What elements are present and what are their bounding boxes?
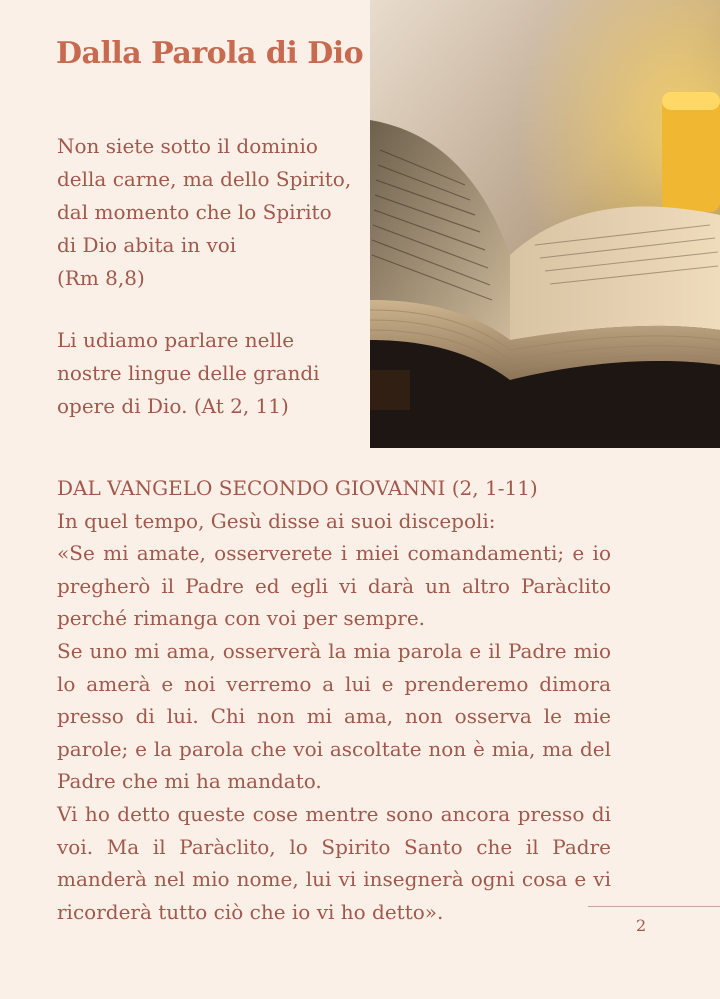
page-number: 2 (636, 916, 647, 935)
gospel-paragraph: Se uno mi ama, osserverà la mia parola e il Padre mio lo amerà e noi verremo a lui e prenderemo dimora presso di lui. Chi non mi ama, non osserva le mie parole; e la parola che voi ascoltate non è mia, ma del Padre che mi ha mandato. (57, 638, 611, 794)
scripture-quote-romans (57, 130, 357, 295)
gospel-paragraph: «Se mi amate, osserverete i miei comandamenti; e io pregherò il Padre ed egli vi darà un altro Paràclito perché rimanga con voi per sempre. (57, 541, 611, 631)
gospel-heading: DAL VANGELO SECONDO GIOVANNI (2, 1-11) (57, 476, 538, 500)
quote-line: di Dio abita in voi (57, 233, 237, 257)
quote-line: Li udiamo parlare nelle (57, 328, 295, 352)
gospel-paragraph: Vi ho detto queste cose mentre sono ancora presso di voi. Ma il Paràclito, lo Spirito Santo che il Padre manderà nel mio nome, lui vi insegnerà ogni cosa e vi ricorderà tutto ciò che io vi ho detto». (57, 801, 611, 924)
quote-line: Non siete sotto il dominio (57, 134, 318, 158)
gospel-intro: In quel tempo, Gesù disse ai suoi discepoli: (57, 508, 496, 533)
quote-line: opere di Dio. (At 2, 11) (57, 394, 289, 418)
quote-line: della carne, ma dello Spirito, (57, 167, 352, 191)
gospel-reading (57, 472, 611, 928)
open-bible-photo (370, 0, 720, 448)
quote-line: nostre lingue delle grandi (57, 361, 320, 385)
scripture-quote-acts (57, 324, 357, 423)
quote-reference: (Rm 8,8) (57, 266, 145, 290)
quote-line: dal momento che lo Spirito (57, 200, 332, 224)
footer-divider (588, 906, 720, 907)
page-title: Dalla Parola di Dio (56, 36, 364, 71)
